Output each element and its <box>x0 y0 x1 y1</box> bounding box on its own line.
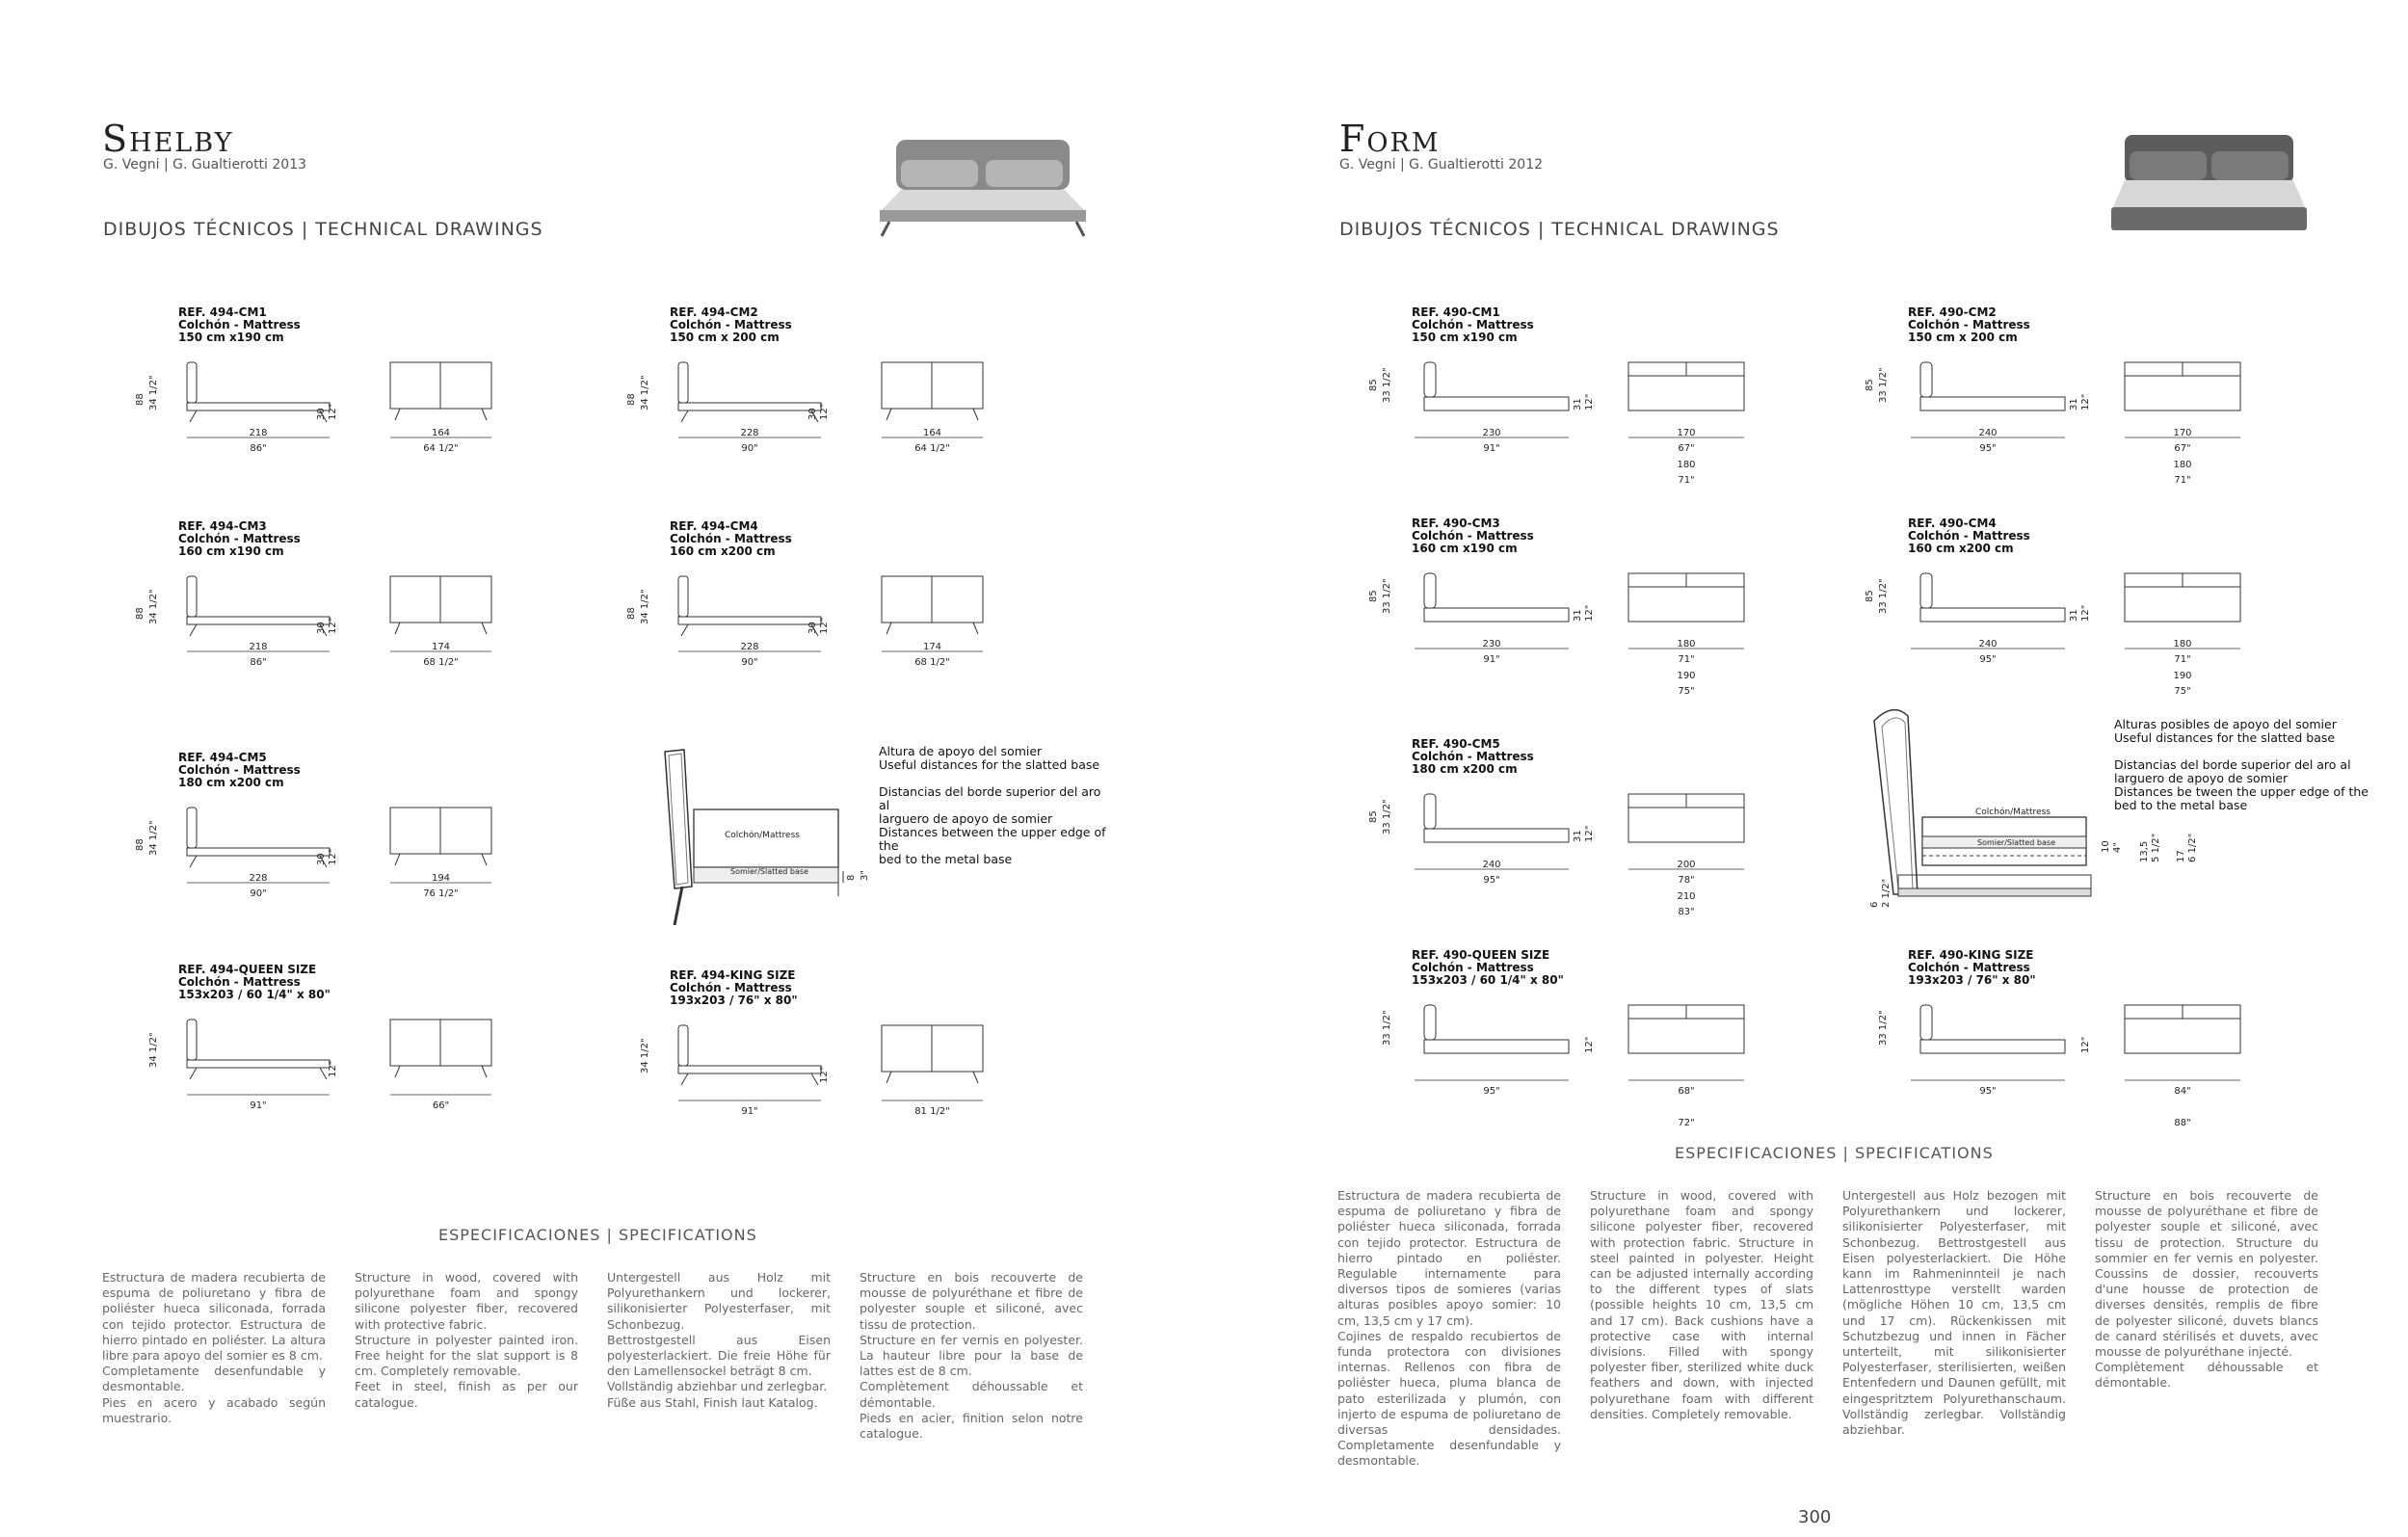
form-height-in: 33 1/2" <box>1382 1010 1392 1046</box>
shelby-height-in: 34 1/2" <box>148 589 159 624</box>
shelby-top-view <box>390 1020 583 1097</box>
form-width-in: 71" <box>2174 654 2191 665</box>
form-height-in: 33 1/2" <box>1878 578 1889 614</box>
form-width-in: 67" <box>1678 443 1695 454</box>
form-base-height-in: 12" <box>2080 604 2091 622</box>
form-length-cm: 240 <box>1978 428 1998 438</box>
page-number: 300 <box>1798 1507 1832 1527</box>
form-section-dim-c2: 6 1/2" <box>2187 833 2198 862</box>
form-outer-width-cm: 190 <box>1677 671 1696 681</box>
form-side-view <box>1911 1005 2104 1082</box>
shelby-width-in: 64 1/2" <box>914 443 950 454</box>
form-title: Form <box>1339 118 1441 160</box>
form-section-dim-d2: 2 1/2" <box>1881 878 1892 908</box>
form-side-view <box>1415 1005 1607 1082</box>
shelby-model-ref: REF. 494-QUEEN SIZE Colchón - Mattress 153x203 / 60 1/4" x 80" <box>178 963 331 1001</box>
shelby-height-in: 34 1/2" <box>148 820 159 856</box>
form-width-cm: 170 <box>1677 428 1696 438</box>
form-designer: G. Vegni | G. Gualtierotti 2012 <box>1339 157 1544 172</box>
shelby-base-height-in: 12" <box>819 617 830 634</box>
shelby-height-in: 34 1/2" <box>640 589 650 624</box>
shelby-designer: G. Vegni | G. Gualtierotti 2013 <box>103 157 307 172</box>
form-outer-width-in: 71" <box>2174 475 2191 486</box>
form-section-note: Alturas posibles de apoyo del somier Useful distances for the slatted base Distancias del borde superior del aro al larguero de apoyo de somier Distances be tween the upper edge of the bed to the metal base <box>2114 717 2368 812</box>
form-length-in: 95" <box>1483 1086 1500 1097</box>
form-base-height-in: 12" <box>2080 393 2091 411</box>
form-outer-width-in: 75" <box>1678 686 1695 697</box>
form-model-ref: REF. 490-CM5 Colchón - Mattress 180 cm x200 cm <box>1412 737 1534 776</box>
shelby-spec-es: Estructura de madera recubierta de espuma de poliuretano y fibra de poliéster hueca siliconada, forrada con tejido protector. Estructura de hierro pintado en poliéster. La altura libre para apoyo del somier es 8 cm. Completamente desenfundable y desmontable. Pies en acero y acabado según muestrario. <box>102 1270 326 1425</box>
shelby-height-cm: 88 <box>135 393 146 406</box>
shelby-width-in: 66" <box>432 1100 450 1111</box>
form-length-in: 91" <box>1483 654 1500 665</box>
form-outer-width-in: 83" <box>1678 907 1695 917</box>
form-outer-width-cm: 180 <box>1677 460 1696 470</box>
shelby-width-in: 64 1/2" <box>423 443 459 454</box>
form-width-cm: 200 <box>1677 860 1696 870</box>
form-length-in: 95" <box>1979 1086 1997 1097</box>
shelby-height-cm: 88 <box>135 607 146 620</box>
shelby-section-base-label: Somier/Slatted base <box>730 867 808 876</box>
form-height-in: 33 1/2" <box>1878 1010 1889 1046</box>
shelby-section-note: Altura de apoyo del somier Useful distances for the slatted base Distancias del borde superior del aro al larguero de apoyo de somier Distances between the upper edge of the bed to the metal base <box>879 744 1106 866</box>
form-model-ref: REF. 490-CM4 Colchón - Mattress 160 cm x200 cm <box>1908 517 2030 555</box>
form-base-height-cm: 31 <box>1573 830 1583 842</box>
shelby-width-cm: 164 <box>922 428 942 438</box>
shelby-width-in: 76 1/2" <box>423 888 459 899</box>
form-section-title: DIBUJOS TÉCNICOS | TECHNICAL DRAWINGS <box>1339 219 1780 240</box>
shelby-base-height-cm: 30 <box>807 622 818 634</box>
shelby-base-height-cm: 30 <box>316 853 327 865</box>
shelby-height-cm: 88 <box>626 393 637 406</box>
shelby-length-cm: 218 <box>249 428 268 438</box>
form-width-cm: 180 <box>1677 639 1696 649</box>
form-outer-width-in: 72" <box>1678 1118 1695 1128</box>
shelby-side-view <box>667 1025 860 1102</box>
shelby-base-height-in: 12" <box>328 1060 338 1077</box>
shelby-height-in: 34 1/2" <box>640 1038 650 1073</box>
shelby-height-in: 34 1/2" <box>148 1032 159 1068</box>
shelby-specs-heading: ESPECIFICACIONES | SPECIFICATIONS <box>438 1226 757 1244</box>
shelby-length-in: 90" <box>741 657 758 668</box>
shelby-spec-de: Untergestell aus Holz mit Polyurethankern und lockerer, silikonisierter Polyesterfaser, mit Schonbezug. Bettrostgestell aus Eisen polyesterlackiert. Die freie Höhe für den Lamellensockel beträgt 8 cm. Vollständig abziehbar und zerlegbar. Füße aus Stahl, Finish laut Katalog. <box>607 1270 831 1410</box>
form-height-in: 33 1/2" <box>1382 367 1392 403</box>
shelby-base-height-cm: 30 <box>807 408 818 420</box>
shelby-section-dim-cm: 8 <box>846 874 857 881</box>
shelby-width-cm: 174 <box>431 642 451 652</box>
form-height-in: 33 1/2" <box>1878 367 1889 403</box>
shelby-section-title: DIBUJOS TÉCNICOS | TECHNICAL DRAWINGS <box>103 219 543 240</box>
form-model-ref: REF. 490-KING SIZE Colchón - Mattress 193x203 / 76" x 80" <box>1908 948 2036 987</box>
form-height-cm: 85 <box>1368 379 1379 391</box>
form-model-ref: REF. 490-CM3 Colchón - Mattress 160 cm x190 cm <box>1412 517 1534 555</box>
form-outer-width-in: 75" <box>2174 686 2191 697</box>
form-height-cm: 85 <box>1368 590 1379 602</box>
shelby-length-in: 91" <box>250 1100 267 1111</box>
form-base-height-cm: 31 <box>2069 398 2079 411</box>
form-top-view <box>1628 1005 1821 1082</box>
shelby-model-ref: REF. 494-CM5 Colchón - Mattress 180 cm x200 cm <box>178 751 301 789</box>
form-base-height-in: 12" <box>2080 1036 2091 1053</box>
form-length-cm: 240 <box>1482 860 1501 870</box>
shelby-section-dim-in: 3" <box>860 870 870 881</box>
form-base-height-in: 12" <box>1584 393 1595 411</box>
shelby-length-in: 86" <box>250 443 267 454</box>
form-base-height-cm: 31 <box>2069 609 2079 622</box>
form-spec-de: Untergestell aus Holz bezogen mit Polyurethankern und lockerer, silikonisierter Polyesterfaser, mit Schonbezug. Bettrostgestell aus Eisen polyesterlackiert. Die Höhe kann im Rahmeninnteil je nach Lattenrosttype verstellt warden (mögliche Höhen 10 cm, 13,5 cm und 17 cm). Rückenkissen mit Schutzbezug und innen in Fächer unterteilt, mit silikonisierter Polyesterfaser, sterilisierten, weißen Entenfedern und Daunen gefüllt, mit eingespritztem Polyurethanschaum. Vollständig zerlegbar. Vollständig abziehbar. <box>1842 1188 2066 1438</box>
form-length-in: 95" <box>1979 443 1997 454</box>
shelby-spec-en: Structure in wood, covered with polyurethane foam and spongy silicone polyester fiber, recovered with protective fabric. Structure in polyester painted iron. Free height for the slat support is 8 cm. Completely removable. Feet in steel, finish as per our catalogue. <box>355 1270 578 1410</box>
form-section-base-label: Somier/Slatted base <box>1977 838 2055 847</box>
shelby-width-in: 68 1/2" <box>423 657 459 668</box>
form-outer-width-in: 88" <box>2174 1118 2191 1128</box>
form-length-cm: 240 <box>1978 639 1998 649</box>
form-section-dim-c1: 17 <box>2176 850 2186 862</box>
form-spec-es: Estructura de madera recubierta de espuma de poliuretano y fibra de poliéster hueca siliconada, forrada con tejido protector. Estructura de hierro pintado en poliéster. Regulable internamente para diversos tipos de somieres (varias alturas posibles apoyo somier: 10 cm, 13,5 cm y 17 cm). Cojines de respaldo recubiertos de funda protectora con divisiones internas. Rellenos con fibra de poliéster hueca, pluma blanca de pato esterilizada y plumón, con injerto de espuma de poliuretano de diversas densidades. Completamente desenfundable y desmontable. <box>1337 1188 1561 1469</box>
shelby-width-cm: 164 <box>431 428 451 438</box>
shelby-width-cm: 194 <box>431 873 451 884</box>
shelby-model-ref: REF. 494-CM1 Colchón - Mattress 150 cm x190 cm <box>178 305 301 344</box>
shelby-length-in: 90" <box>250 888 267 899</box>
shelby-section-mattress-label: Colchón/Mattress <box>725 831 800 840</box>
shelby-height-in: 34 1/2" <box>148 375 159 411</box>
form-outer-width-cm: 180 <box>2173 460 2192 470</box>
form-specs-heading: ESPECIFICACIONES | SPECIFICATIONS <box>1675 1144 1994 1162</box>
shelby-length-cm: 228 <box>740 428 759 438</box>
form-base-height-cm: 31 <box>1573 609 1583 622</box>
shelby-width-cm: 174 <box>922 642 942 652</box>
shelby-model-ref: REF. 494-CM4 Colchón - Mattress 160 cm x200 cm <box>670 519 792 558</box>
form-spec-en: Structure in wood, covered with polyurethane foam and spongy silicone polyester fiber, recovered with protection fabric. Structure in steel painted in polyester. Height can be adjusted internally according to the different types of slats (possible heights 10 cm, 13,5 cm and 17 cm). Back cushions have a protective case with internal divisions. Filled with spongy polyester fiber, sterilized white duck feathers and down, with injected polyurethane foam with different densities. Completely removable. <box>1590 1188 1813 1421</box>
form-section-dim-a2: 4" <box>2112 842 2123 853</box>
shelby-base-height-in: 12" <box>328 403 338 420</box>
form-base-height-in: 12" <box>1584 1036 1595 1053</box>
form-section-dim-b2: 5 1/2" <box>2151 833 2161 862</box>
shelby-product-photo <box>872 135 1094 241</box>
shelby-length-cm: 228 <box>249 873 268 884</box>
shelby-length-in: 90" <box>741 443 758 454</box>
form-product-photo <box>2105 130 2313 236</box>
form-length-in: 95" <box>1979 654 1997 665</box>
shelby-base-height-in: 12" <box>819 403 830 420</box>
shelby-height-cm: 88 <box>135 838 146 851</box>
shelby-width-in: 81 1/2" <box>914 1106 950 1117</box>
form-height-in: 33 1/2" <box>1382 799 1392 835</box>
shelby-spec-fr: Structure en bois recouverte de mousse de polyuréthane et fibre de polyester souple et siliconé, avec tissu de protection. Structure en fer vernis en polyester. La hauteur libre pour la base de lattes est de 8 cm. Complètement déhoussable et démontable. Pieds en acier, finition selon notre catalogue. <box>860 1270 1083 1442</box>
form-height-cm: 85 <box>1865 590 1875 602</box>
shelby-length-cm: 228 <box>740 642 759 652</box>
form-base-height-in: 12" <box>1584 825 1595 842</box>
form-top-view <box>2125 1005 2317 1082</box>
shelby-base-height-in: 12" <box>328 848 338 865</box>
shelby-height-in: 34 1/2" <box>640 375 650 411</box>
form-base-height-cm: 31 <box>1573 398 1583 411</box>
form-model-ref: REF. 490-CM2 Colchón - Mattress 150 cm x 200 cm <box>1908 305 2030 344</box>
form-length-cm: 230 <box>1482 428 1501 438</box>
form-model-ref: REF. 490-QUEEN SIZE Colchón - Mattress 153x203 / 60 1/4" x 80" <box>1412 948 1564 987</box>
form-height-cm: 85 <box>1368 810 1379 823</box>
form-length-in: 95" <box>1483 875 1500 886</box>
form-width-cm: 170 <box>2173 428 2192 438</box>
shelby-side-view <box>175 1020 368 1097</box>
shelby-length-in: 91" <box>741 1106 758 1117</box>
form-width-in: 78" <box>1678 875 1695 886</box>
form-height-cm: 85 <box>1865 379 1875 391</box>
form-spec-fr: Structure en bois recouverte de mousse de polyuréthane et fibre de polyester souple et siliconé, avec tissu de protection. Structure du sommier en fer vernis en polyester. Coussins de dossier, recouverts d'une housse de protection de diverses densités, remplis de fibre de polyester siliconé, duvets blancs de canard stérilisés et duvets, avec mousse de polyuréthane injecté. Complètement déhoussable et démontable. <box>2095 1188 2318 1391</box>
form-section-dim-a1: 10 <box>2101 840 2111 853</box>
shelby-length-cm: 218 <box>249 642 268 652</box>
form-section-dim-b1: 13,5 <box>2139 840 2150 862</box>
form-length-cm: 230 <box>1482 639 1501 649</box>
shelby-length-in: 86" <box>250 657 267 668</box>
form-section-mattress-label: Colchón/Mattress <box>1975 808 2051 817</box>
form-width-in: 68" <box>1678 1086 1695 1097</box>
shelby-top-view <box>882 1025 1074 1102</box>
form-outer-width-in: 71" <box>1678 475 1695 486</box>
shelby-base-height-in: 12" <box>819 1066 830 1083</box>
form-width-in: 84" <box>2174 1086 2191 1097</box>
form-length-in: 91" <box>1483 443 1500 454</box>
shelby-model-ref: REF. 494-KING SIZE Colchón - Mattress 193x203 / 76" x 80" <box>670 968 798 1007</box>
shelby-title: Shelby <box>102 118 234 160</box>
shelby-base-height-cm: 30 <box>316 622 327 634</box>
shelby-model-ref: REF. 494-CM2 Colchón - Mattress 150 cm x 200 cm <box>670 305 792 344</box>
shelby-model-ref: REF. 494-CM3 Colchón - Mattress 160 cm x190 cm <box>178 519 301 558</box>
form-outer-width-cm: 210 <box>1677 891 1696 902</box>
form-width-cm: 180 <box>2173 639 2192 649</box>
form-width-in: 71" <box>1678 654 1695 665</box>
form-height-in: 33 1/2" <box>1382 578 1392 614</box>
form-outer-width-cm: 190 <box>2173 671 2192 681</box>
shelby-base-height-cm: 30 <box>316 408 327 420</box>
shelby-width-in: 68 1/2" <box>914 657 950 668</box>
form-section-dim-d1: 6 <box>1869 901 1880 908</box>
form-model-ref: REF. 490-CM1 Colchón - Mattress 150 cm x190 cm <box>1412 305 1534 344</box>
form-base-height-in: 12" <box>1584 604 1595 622</box>
shelby-base-height-in: 12" <box>328 617 338 634</box>
form-width-in: 67" <box>2174 443 2191 454</box>
shelby-height-cm: 88 <box>626 607 637 620</box>
